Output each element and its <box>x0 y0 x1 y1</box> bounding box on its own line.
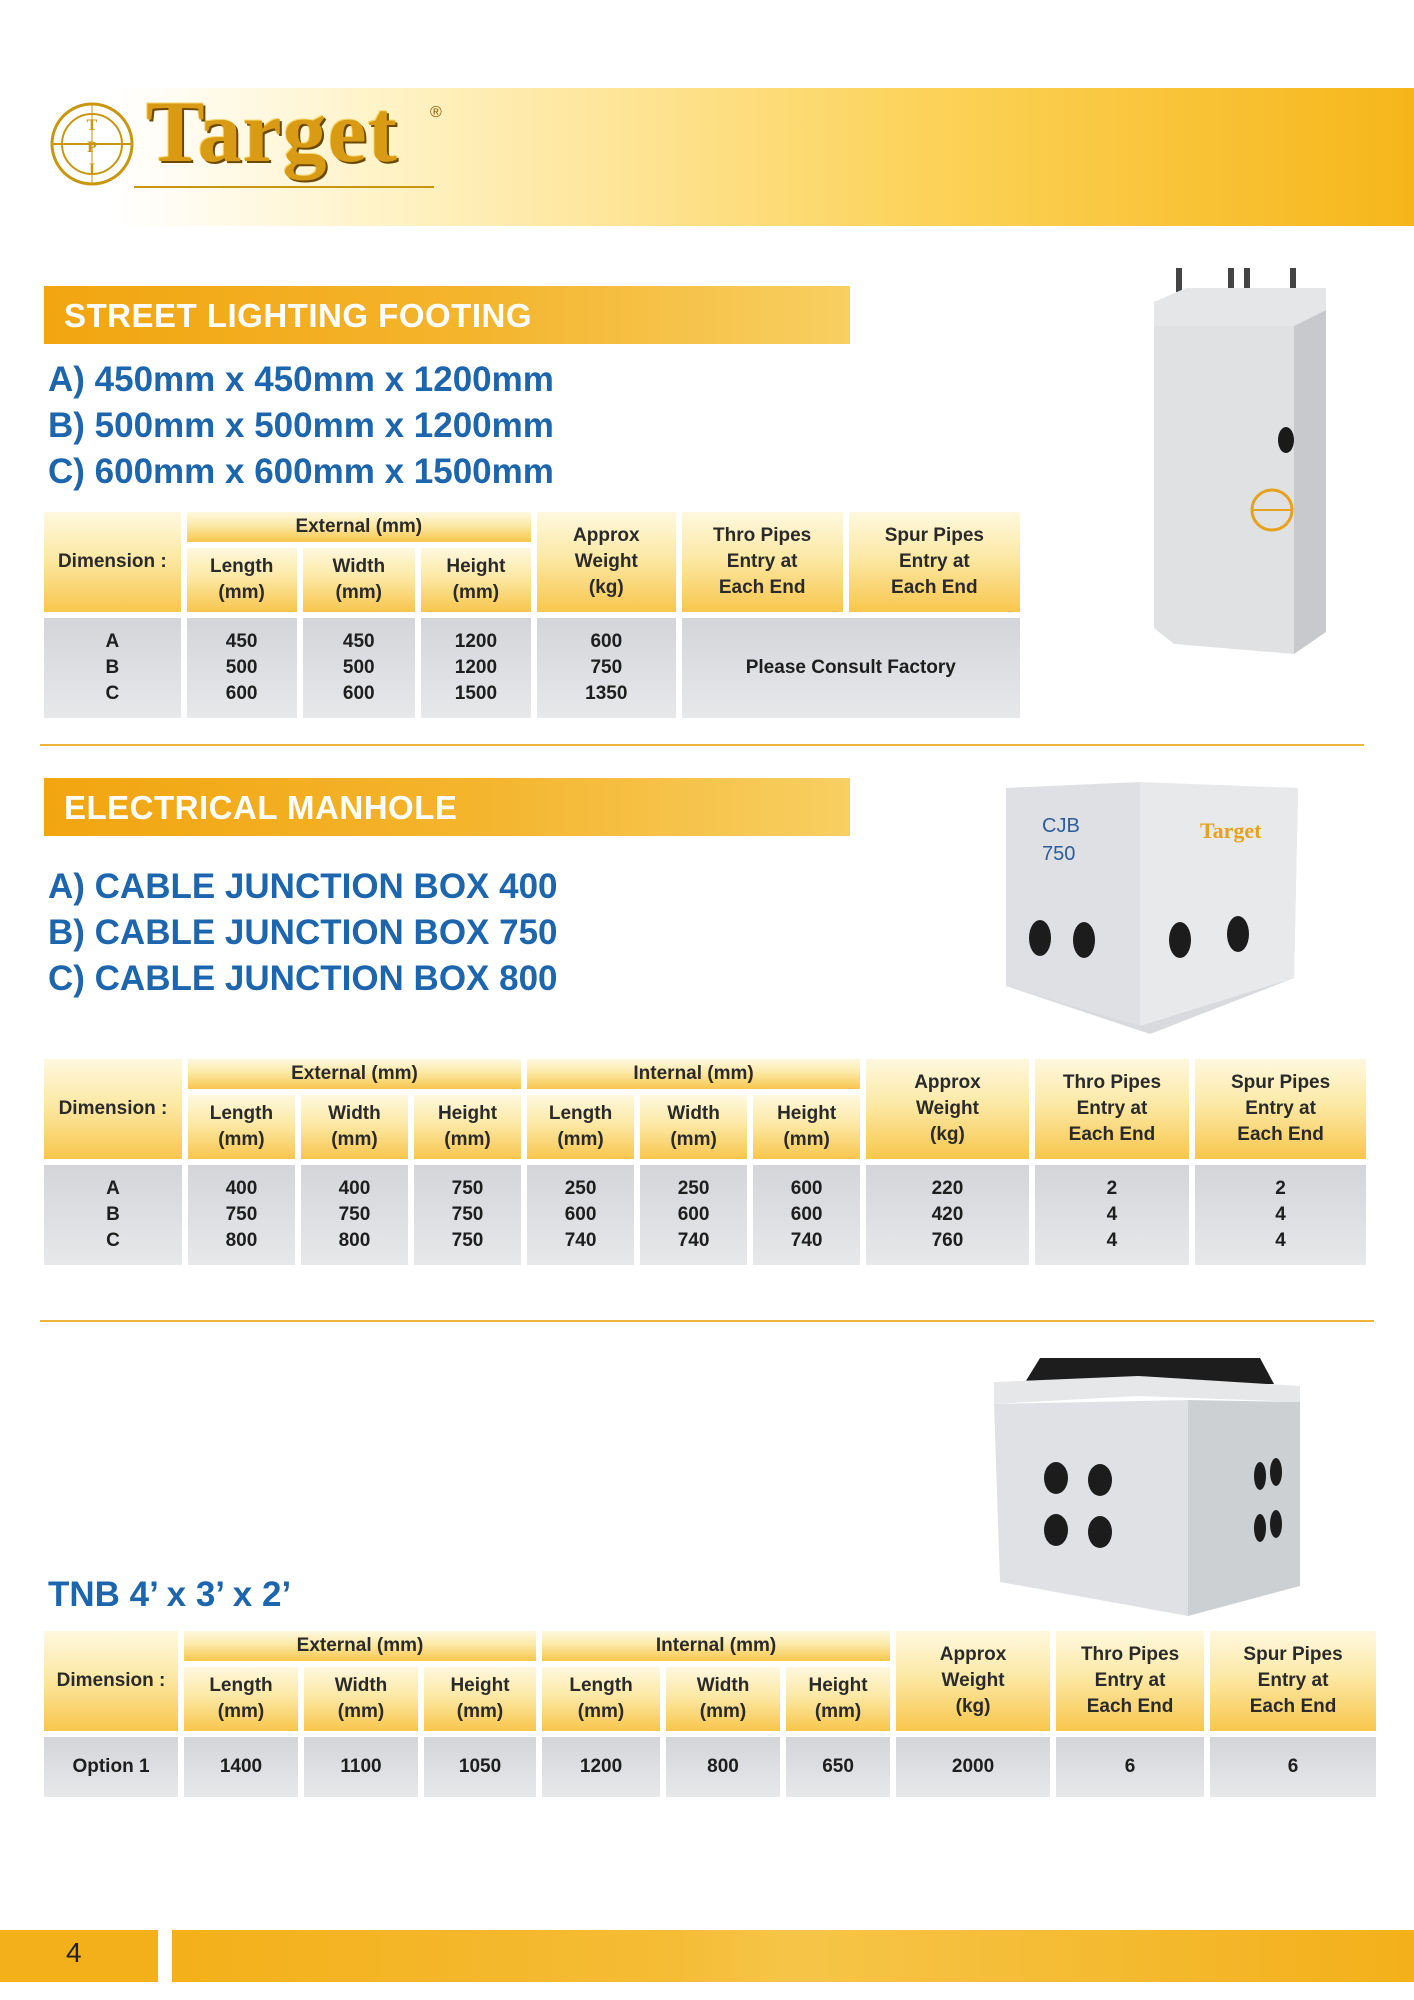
cell-int-width: 800 <box>666 1737 780 1797</box>
cell-width: 450 500 600 <box>303 618 415 718</box>
size-line: B) 500mm x 500mm x 1200mm <box>48 406 554 445</box>
box-line: A) CABLE JUNCTION BOX 400 <box>48 867 558 906</box>
header-thro-pipes: Thro Pipes Entry at Each End <box>1056 1631 1204 1731</box>
cell-height: 1200 1200 1500 <box>421 618 531 718</box>
header-int-length: Length (mm) <box>542 1667 660 1731</box>
header-ext-height: Height (mm) <box>414 1095 521 1159</box>
box-label-750: 750 <box>1042 843 1076 865</box>
tnb-manhole-image <box>988 1346 1304 1616</box>
box-line: B) CABLE JUNCTION BOX 750 <box>48 913 558 952</box>
header-external: External (mm) <box>187 512 531 542</box>
header-thro-pipes: Thro Pipes Entry at Each End <box>682 512 843 612</box>
cell-dimension: A B C <box>44 618 181 718</box>
header-weight: Approx Weight (kg) <box>537 512 676 612</box>
cell-length: 450 500 600 <box>187 618 297 718</box>
cell-ext-length: 400 750 800 <box>188 1165 295 1265</box>
header-spur-pipes: Spur Pipes Entry at Each End <box>1210 1631 1376 1731</box>
logo-letter-i: I <box>88 161 96 178</box>
cell-weight: 220 420 760 <box>866 1165 1029 1265</box>
header-weight: Approx Weight (kg) <box>896 1631 1050 1731</box>
header-int-width: Width (mm) <box>640 1095 747 1159</box>
box-brand: Target <box>1200 818 1262 843</box>
logo-underline <box>134 186 434 188</box>
logo-registered-mark: ® <box>430 104 442 121</box>
street-lighting-table <box>38 506 1026 724</box>
cell-int-height: 600 600 740 <box>753 1165 860 1265</box>
header-dimension: Dimension : <box>44 512 181 612</box>
section-heading-text: STREET LIGHTING FOOTING <box>64 297 532 334</box>
header-internal: Internal (mm) <box>542 1631 890 1661</box>
section-heading-electrical-manhole <box>44 778 850 836</box>
logo-letter-t: T <box>86 117 98 134</box>
cable-junction-box-list <box>48 864 558 1002</box>
cell-ext-width: 1100 <box>304 1737 418 1797</box>
header-ext-width: Width (mm) <box>301 1095 408 1159</box>
header-internal: Internal (mm) <box>527 1059 860 1089</box>
section-heading-text: ELECTRICAL MANHOLE <box>64 789 458 826</box>
cell-ext-height: 1050 <box>424 1737 536 1797</box>
cell-weight: 600 750 1350 <box>537 618 676 718</box>
header-int-height: Height (mm) <box>753 1095 860 1159</box>
cell-dimension: A B C <box>44 1165 182 1265</box>
cable-junction-box-table <box>38 1053 1372 1271</box>
header-spur-pipes: Spur Pipes Entry at Each End <box>849 512 1020 612</box>
street-lighting-sizes <box>48 357 554 495</box>
header-dimension: Dimension : <box>44 1631 178 1731</box>
header-spur-pipes: Spur Pipes Entry at Each End <box>1195 1059 1366 1159</box>
header-weight: Approx Weight (kg) <box>866 1059 1029 1159</box>
size-line: C) 600mm x 600mm x 1500mm <box>48 452 554 491</box>
box-line: C) CABLE JUNCTION BOX 800 <box>48 959 558 998</box>
section-heading-street-lighting <box>44 286 850 344</box>
cell-weight: 2000 <box>896 1737 1050 1797</box>
header-ext-length: Length (mm) <box>188 1095 295 1159</box>
cell-int-length: 250 600 740 <box>527 1165 634 1265</box>
footer-band <box>172 1930 1414 1982</box>
header-ext-length: Length (mm) <box>184 1667 298 1731</box>
header-int-height: Height (mm) <box>786 1667 890 1731</box>
header-external: External (mm) <box>184 1631 536 1661</box>
cell-thro-pipes: 2 4 4 <box>1035 1165 1189 1265</box>
header-thro-pipes: Thro Pipes Entry at Each End <box>1035 1059 1189 1159</box>
cell-int-length: 1200 <box>542 1737 660 1797</box>
size-line: A) 450mm x 450mm x 1200mm <box>48 360 554 399</box>
header-int-length: Length (mm) <box>527 1095 634 1159</box>
cell-spur-pipes: 6 <box>1210 1737 1376 1797</box>
street-lighting-footing-image <box>1140 268 1336 668</box>
cell-int-width: 250 600 740 <box>640 1165 747 1265</box>
header-length: Length (mm) <box>187 548 297 612</box>
cable-junction-box-image <box>1000 778 1300 1038</box>
header-ext-height: Height (mm) <box>424 1667 536 1731</box>
divider <box>40 744 1364 746</box>
page-number: 4 <box>66 1937 82 1968</box>
header-ext-width: Width (mm) <box>304 1667 418 1731</box>
header-dimension: Dimension : <box>44 1059 182 1159</box>
cell-int-height: 650 <box>786 1737 890 1797</box>
cell-consult-factory: Please Consult Factory <box>682 618 1020 718</box>
cell-ext-height: 750 750 750 <box>414 1165 521 1265</box>
header-height: Height (mm) <box>421 548 531 612</box>
cell-ext-width: 400 750 800 <box>301 1165 408 1265</box>
cell-spur-pipes: 2 4 4 <box>1195 1165 1366 1265</box>
header-external: External (mm) <box>188 1059 521 1089</box>
cell-thro-pipes: 6 <box>1056 1737 1204 1797</box>
logo-text: Target <box>146 84 399 181</box>
logo-letter-p: P <box>87 139 97 156</box>
divider <box>40 1320 1374 1322</box>
box-label-cjb: CJB <box>1042 815 1080 837</box>
logo-mark <box>48 100 136 188</box>
cell-ext-length: 1400 <box>184 1737 298 1797</box>
tnb-table <box>38 1625 1382 1803</box>
tnb-heading: TNB 4’ x 3’ x 2’ <box>48 1575 292 1614</box>
header-width: Width (mm) <box>303 548 415 612</box>
cell-dimension: Option 1 <box>44 1737 178 1797</box>
header-int-width: Width (mm) <box>666 1667 780 1731</box>
